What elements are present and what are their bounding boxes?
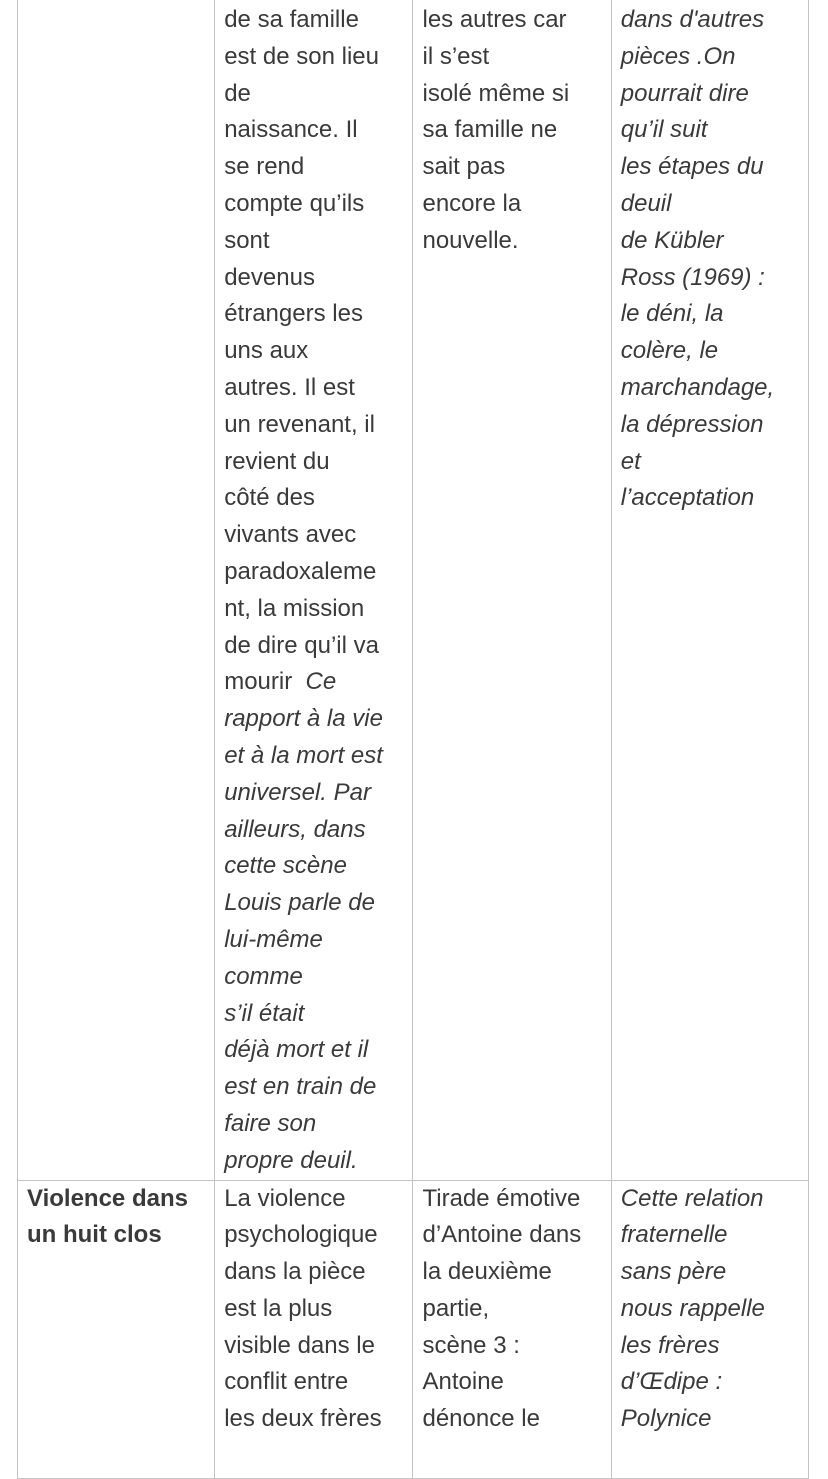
italic-line: et	[620, 447, 641, 475]
italic-line: l’acceptation	[620, 484, 755, 512]
italic-line: qu’il suit	[620, 116, 708, 144]
italic-line: d’Œdipe :	[620, 1368, 723, 1396]
italic-line: le déni, la	[620, 300, 724, 328]
italic-line: Polynice	[620, 1405, 712, 1433]
text-line: revient du	[224, 447, 330, 475]
italic-line: lui-même	[224, 925, 323, 953]
text-line: Tirade émotive	[422, 1184, 581, 1212]
row2-theme-cell	[18, 1180, 215, 1479]
italic-line: les frères	[620, 1331, 720, 1359]
italic-line: Cette relation	[620, 1184, 764, 1212]
text-line: paradoxaleme	[224, 557, 377, 585]
italic-fragment: Ce	[305, 668, 337, 696]
text-line: la deuxième	[422, 1258, 552, 1286]
italic-line: marchandage,	[620, 373, 775, 401]
text-line: de sa famille	[224, 6, 359, 33]
text-line: Antoine	[422, 1368, 504, 1396]
text-line: La violence	[224, 1184, 346, 1212]
italic-line: de Kübler	[620, 226, 724, 254]
text-line: compte qu’ils	[224, 189, 365, 217]
text-line: étrangers les	[224, 300, 363, 328]
text-line: un revenant, il	[224, 410, 375, 438]
text-line: sont	[224, 226, 270, 254]
text-line: scène 3 :	[422, 1331, 520, 1359]
text-line: sait pas	[422, 153, 506, 181]
text-line: se rend	[224, 153, 305, 181]
italic-line: cette scène	[224, 852, 347, 880]
italic-line: colère, le	[620, 337, 719, 365]
italic-line: sans père	[620, 1258, 727, 1286]
table-row	[18, 1180, 809, 1479]
italic-line: nous rappelle	[620, 1294, 765, 1322]
text-line: psychologique	[224, 1221, 378, 1249]
text-line: de dire qu’il va	[224, 631, 379, 659]
italic-line: deuil	[620, 189, 672, 217]
row2-example-cell	[413, 1180, 611, 1479]
text-line: autres. Il est	[224, 373, 355, 401]
text-line: nouvelle.	[422, 226, 519, 254]
text-line: dénonce le	[422, 1405, 540, 1433]
text-line: de	[224, 79, 251, 107]
text-line: est de son lieu	[224, 42, 379, 70]
text-fragment: mourir	[224, 668, 299, 696]
italic-line: est en train de	[224, 1073, 377, 1101]
text-line: isolé même si	[422, 79, 570, 107]
row1-example-cell	[413, 0, 611, 1180]
italic-line: rapport à la vie	[224, 705, 383, 733]
italic-line: Louis parle de	[224, 889, 375, 917]
italic-line: s’il était	[224, 999, 305, 1027]
italic-line: les étapes du	[620, 153, 764, 181]
analysis-table	[17, 0, 809, 1479]
text-line: côté des	[224, 484, 315, 512]
italic-line: Ross (1969) :	[620, 263, 765, 291]
italic-line: la dépression	[620, 410, 764, 438]
text-line: d’Antoine dans	[422, 1221, 582, 1249]
italic-line: dans d'autres	[620, 6, 765, 33]
italic-line: comme	[224, 962, 303, 990]
text-line: encore la	[422, 189, 522, 217]
italic-line: déjà mort et il	[224, 1036, 369, 1064]
italic-line: pourrait dire	[620, 79, 749, 107]
text-line: devenus	[224, 263, 315, 291]
text-line: dans la pièce	[224, 1258, 366, 1286]
text-line: les deux frères	[224, 1405, 382, 1433]
text-line: les autres car	[422, 6, 567, 33]
text-line: sa famille ne	[422, 116, 558, 144]
italic-line: ailleurs, dans	[224, 815, 366, 843]
text-line: nt, la mission	[224, 594, 365, 622]
text-line: visible dans le	[224, 1331, 375, 1359]
theme-label-line: Violence dans	[27, 1184, 188, 1212]
text-line: naissance. Il	[224, 116, 358, 144]
table-row	[18, 0, 809, 1180]
text-line: est la plus	[224, 1294, 333, 1322]
italic-line: pièces .On	[620, 42, 736, 70]
text-line: partie,	[422, 1294, 490, 1322]
row1-reference-cell	[611, 0, 808, 1180]
italic-line: fraternelle	[620, 1221, 728, 1249]
text-line: conflit entre	[224, 1368, 349, 1396]
theme-label-line: un huit clos	[27, 1221, 162, 1249]
italic-line: et à la mort est	[224, 741, 383, 769]
italic-line: faire son	[224, 1109, 317, 1137]
italic-line: universel. Par	[224, 778, 371, 806]
italic-line: propre deuil.	[224, 1146, 358, 1174]
text-line: uns aux	[224, 337, 309, 365]
text-line: il s’est	[422, 42, 490, 70]
text-line-mixed	[224, 664, 407, 701]
row2-reference-cell	[611, 1180, 808, 1479]
row1-theme-cell	[18, 0, 215, 1180]
row1-analysis-cell	[215, 0, 413, 1180]
row2-analysis-cell	[215, 1180, 413, 1479]
text-line: vivants avec	[224, 521, 357, 549]
